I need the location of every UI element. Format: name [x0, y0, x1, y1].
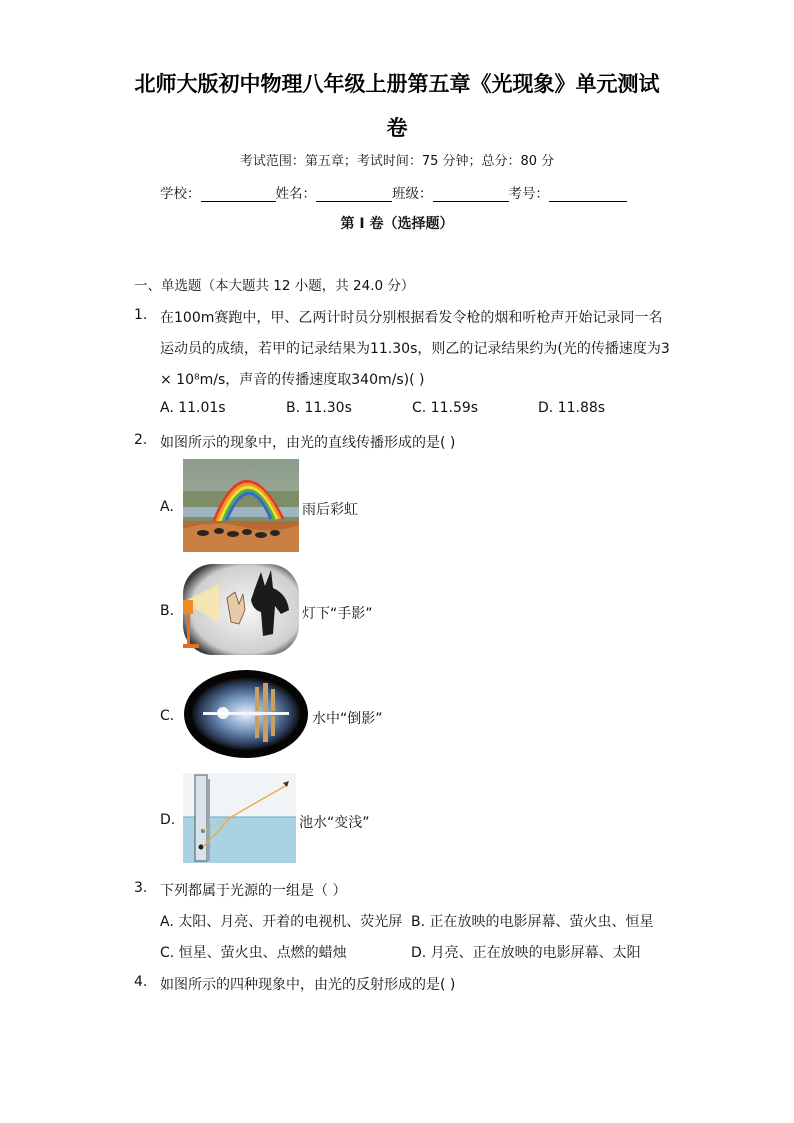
school-blank[interactable] — [201, 187, 276, 202]
q2-option-b-caption: 灯下“手影” — [302, 606, 373, 622]
q3-option-c[interactable]: C. 恒星、萤火虫、点燃的蜡烛 — [160, 945, 347, 961]
exam-no-blank[interactable] — [549, 187, 627, 202]
question-number: 2. — [134, 432, 148, 448]
class-blank[interactable] — [433, 187, 509, 202]
reflection-photo-icon — [183, 669, 309, 759]
q2-option-d-caption: 池水“变浅” — [299, 815, 370, 831]
q1-option-d[interactable]: D. 11.88s — [538, 400, 606, 416]
exam-title-line2: 卷 — [386, 116, 408, 140]
q1-option-c[interactable]: C. 11.59s — [412, 400, 479, 416]
class-field — [392, 182, 509, 202]
volume-heading: 第 I 卷（选择题） — [340, 216, 454, 232]
name-field — [276, 182, 393, 202]
q3-option-d[interactable]: D. 月亮、正在放映的电影屏幕、太阳 — [411, 945, 641, 961]
refraction-diagram-icon — [183, 773, 296, 863]
exam-no-field — [509, 182, 628, 202]
school-label: 学校： — [160, 186, 201, 202]
q3-option-b[interactable]: B. 正在放映的电影屏幕、萤火虫、恒星 — [411, 914, 654, 930]
rainbow-photo-icon — [183, 459, 299, 552]
q2-option-c-caption: 水中“倒影” — [312, 711, 383, 727]
q2-stem: 如图所示的现象中，由光的直线传播形成的是( ) — [160, 435, 456, 451]
student-info-fields — [160, 182, 640, 202]
name-label: 姓名： — [275, 186, 316, 202]
q1-line-2: 运动员的成绩，若甲的记录结果为11.30s，则乙的记录结果约为(光的传播速度为3 — [160, 341, 670, 357]
name-blank[interactable] — [316, 187, 392, 202]
q3-stem: 下列都属于光源的一组是（ ） — [160, 883, 347, 899]
question-number: 4. — [134, 974, 148, 990]
exam-title-line1: 北师大版初中物理八年级上册第五章《光现象》单元测试 — [134, 72, 660, 96]
q2-option-c-letter[interactable]: C. — [160, 708, 175, 724]
q1-option-a[interactable]: A. 11.01s — [160, 400, 226, 416]
q2-option-b-letter[interactable]: B. — [160, 603, 175, 619]
question-number: 3. — [134, 880, 148, 896]
q3-options-row2 — [160, 942, 670, 962]
q1-line-3: × 10⁸m/s，声音的传播速度取340m/s)( ) — [160, 372, 425, 388]
q4-stem: 如图所示的四种现象中，由光的反射形成的是( ) — [160, 977, 456, 993]
exam-no-label: 考号： — [508, 186, 549, 202]
q1-line-1: 在100m赛跑中，甲、乙两计时员分别根据看发令枪的烟和听枪声开始记录同一名 — [160, 310, 663, 326]
hand-shadow-photo-icon — [183, 564, 299, 655]
class-label: 班级： — [392, 186, 433, 202]
section-heading: 一、单选题（本大题共 12 小题，共 24.0 分） — [134, 278, 415, 294]
exam-info: 考试范围：第五章；考试时间：75 分钟；总分：80 分 — [239, 154, 555, 169]
question-number: 1. — [134, 307, 148, 323]
q3-options-row1 — [160, 911, 670, 931]
school-field — [160, 182, 276, 202]
q1-option-b[interactable]: B. 11.30s — [286, 400, 352, 416]
q2-option-d-letter[interactable]: D. — [160, 812, 176, 828]
q3-option-a[interactable]: A. 太阳、月亮、开着的电视机、荧光屏 — [160, 914, 403, 930]
q2-option-a-caption: 雨后彩虹 — [302, 502, 358, 518]
q2-option-a-letter[interactable]: A. — [160, 499, 174, 515]
q1-options — [160, 400, 660, 420]
